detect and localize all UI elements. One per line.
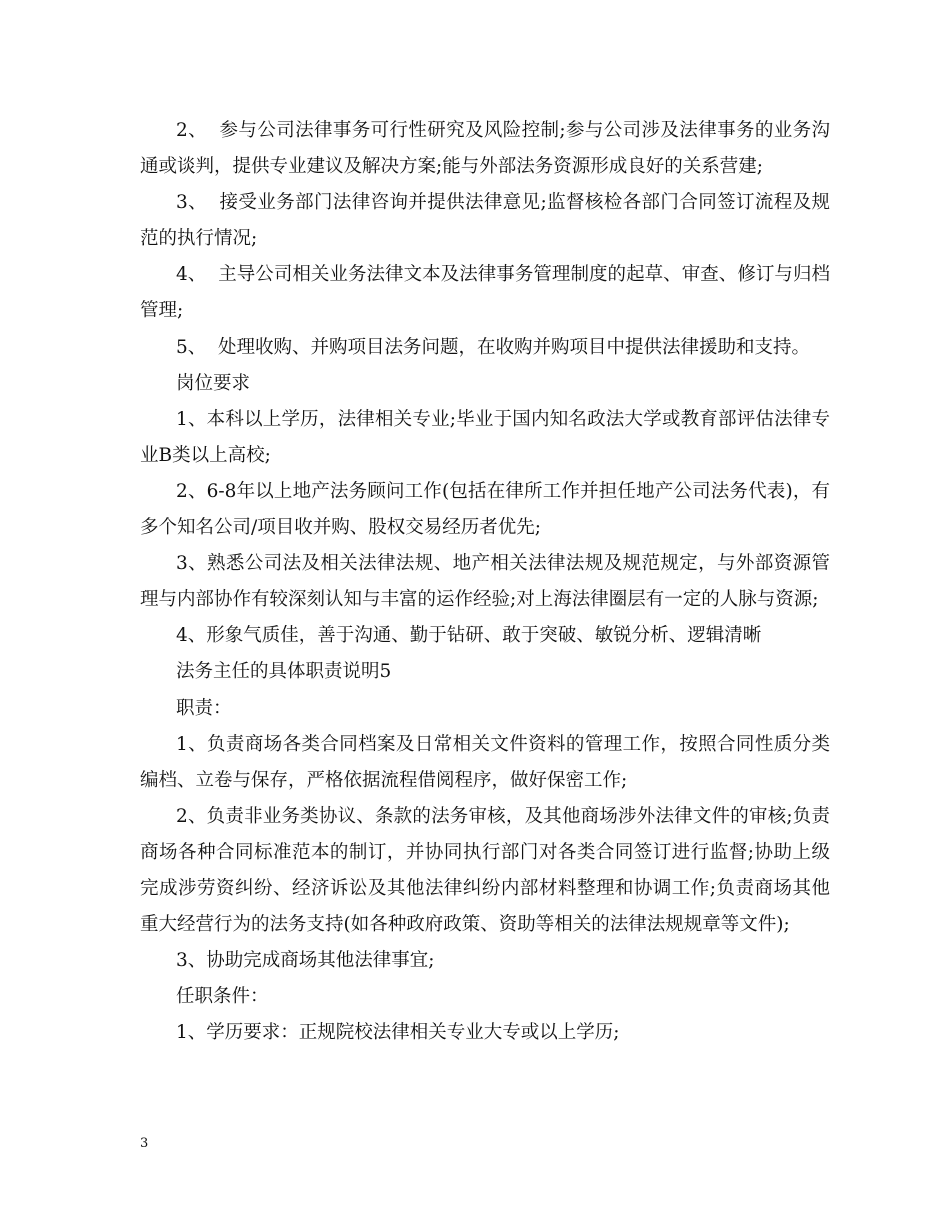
paragraph-duties-1: 1、负责商场各类合同档案及日常相关文件资料的管理工作，按照合同性质分类编档、立卷与保存，严格依据流程借阅程序，做好保密工作;: [140, 733, 830, 791]
paragraph-duty-4: 4、 主导公司相关业务法律文本及法律事务管理制度的起草、审查、修订与归档管理;: [140, 264, 830, 322]
paragraph-duties-3: 3、协助完成商场其他法律事宜;: [176, 950, 435, 972]
paragraph-requirement-1: 1、本科以上学历，法律相关专业;毕业于国内知名政法大学或教育部评估法律专业B类以上高校;: [140, 408, 830, 466]
paragraph-qualification-1: 1、学历要求：正规院校法律相关专业大专或以上学历;: [176, 1022, 620, 1044]
section-heading-qualifications: 任职条件：: [176, 986, 269, 1008]
paragraph-requirement-4: 4、形象气质佳，善于沟通、勤于钻研、敢于突破、敏锐分析、逻辑清晰: [176, 625, 762, 647]
paragraph-duty-5: 5、 处理收购、并购项目法务问题，在收购并购项目中提供法律援助和支持。: [176, 336, 811, 358]
paragraph-duty-3: 3、 接受业务部门法律咨询并提供法律意见;监督核检各部门合同签订流程及规范的执行情况;: [140, 192, 830, 250]
section-heading-requirements: 岗位要求: [176, 372, 251, 394]
paragraph-requirement-3: 3、熟悉公司法及相关法律法规、地产相关法律法规及规范规定，与外部资源管理与内部协作有较深刻认知与丰富的运作经验;对上海法律圈层有一定的人脉与资源;: [140, 553, 830, 611]
paragraph-duty-2: 2、 参与公司法律事务可行性研究及风险控制;参与公司涉及法律事务的业务沟通或谈判，提供专业建议及解决方案;能与外部法务资源形成良好的关系营建;: [140, 120, 830, 178]
section-title-description-5: 法务主任的具体职责说明5: [176, 661, 392, 683]
section-heading-duties: 职责：: [176, 697, 232, 719]
page-number: 3: [140, 1136, 149, 1151]
document-body: [140, 113, 830, 1051]
paragraph-duties-2: 2、负责非业务类协议、条款的法务审核，及其他商场涉外法律文件的审核;负责商场各种合同标准范本的制订，并协同执行部门对各类合同签订进行监督;协助上级完成涉劳资纠纷、经济诉讼及其他法律纠纷内部材料整理和协调工作;负责商场其他重大经营行为的法务支持(如各种政府政策、资助等相关的法律法规规章等文件);: [140, 805, 830, 936]
paragraph-requirement-2: 2、6-8年以上地产法务顾问工作(包括在律所工作并担任地产公司法务代表)，有多个知名公司/项目收并购、股权交易经历者优先;: [140, 480, 830, 539]
